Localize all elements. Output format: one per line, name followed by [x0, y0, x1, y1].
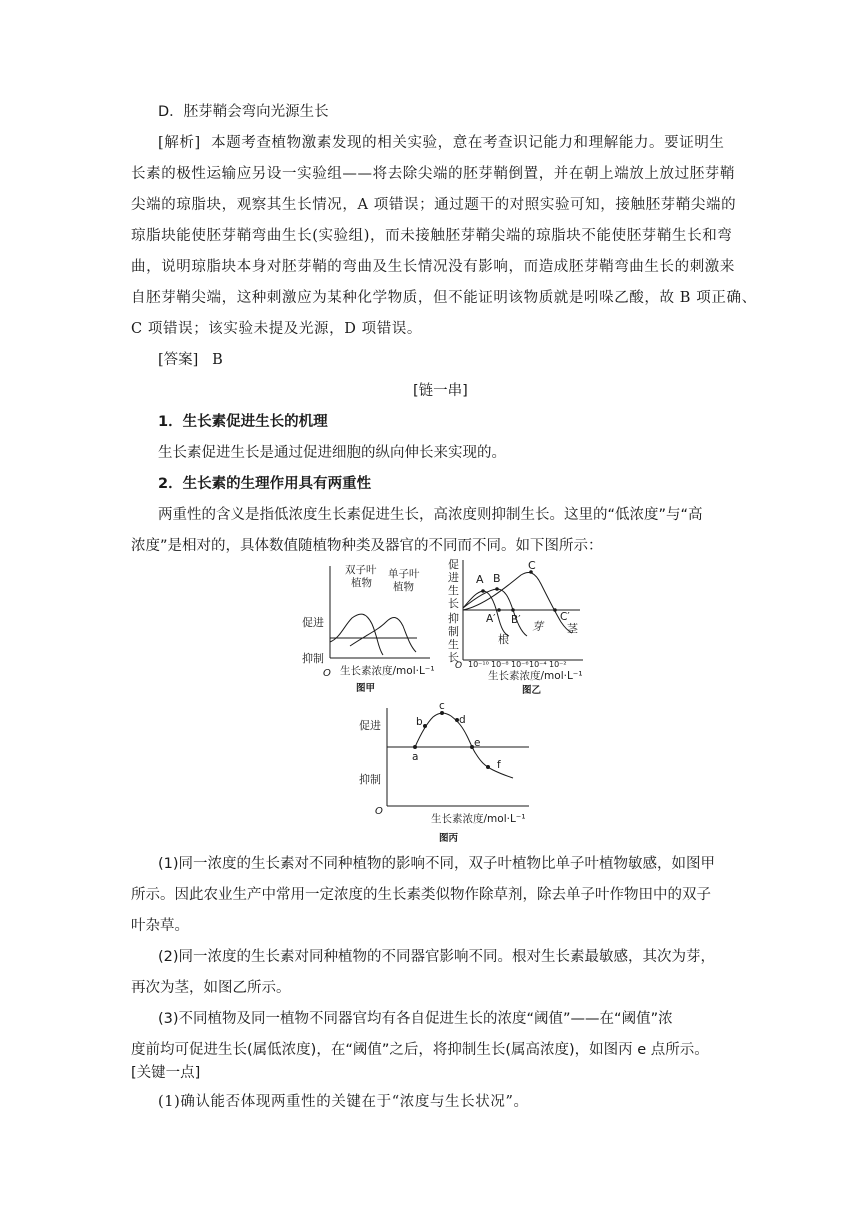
- bing-caption: 图丙: [439, 833, 459, 844]
- yi-inhibit-1: 抑: [448, 612, 459, 625]
- yi-promote-4: 长: [448, 597, 459, 610]
- yi-bud-label: 芽: [532, 620, 543, 633]
- point2-body-1: 两重性的含义是指低浓度生长素促进生长，高浓度则抑制生长。这里的“低浓度”与“高: [158, 507, 703, 523]
- bing-promote-label: 促进: [359, 719, 381, 732]
- yi-point-B: B: [493, 572, 501, 585]
- yi-point-B-prime: B′: [511, 614, 521, 626]
- explanation-1-line-1: (1)同一浓度的生长素对不同种植物的影响不同，双子叶植物比单子叶植物敏感，如图甲: [158, 856, 716, 872]
- explanation-1-line-2: 所示。因此农业生产中常用一定浓度的生长素类似物作除草剂，除去单子叶作物田中的双子: [131, 887, 711, 903]
- jia-inhibit-label: 抑制: [302, 652, 324, 665]
- yi-point-A-prime: A′: [486, 613, 496, 625]
- jia-dicot-label-2: 植物: [351, 577, 372, 589]
- point1-body: 生长素促进生长是通过促进细胞的纵向伸长来实现的。: [158, 445, 506, 461]
- option-d: D．胚芽鞘会弯向光源生长: [158, 104, 329, 120]
- point2-title: 2．生长素的生理作用具有两重性: [158, 476, 372, 492]
- yi-inhibit-2: 制: [448, 625, 459, 638]
- explanation-3-line-2: 度前均可促进生长(属低浓度)，在“阈值”之后，将抑制生长(属高浓度)，如图丙 e 点所示。: [131, 1042, 709, 1058]
- bing-point-c: c: [439, 700, 445, 712]
- jia-x-axis-label: 生长素浓度/mol·L⁻¹: [340, 665, 435, 677]
- bing-point-d: d: [459, 714, 466, 726]
- bing-point-e: e: [474, 737, 481, 749]
- point2-body-2: 浓度”是相对的，具体数值随植物种类及器官的不同而不同。如下图所示：: [131, 538, 603, 554]
- jia-caption: 图甲: [356, 683, 376, 694]
- yi-caption: 图乙: [522, 685, 542, 696]
- yi-tick-5: 10⁻²: [549, 660, 567, 669]
- analysis-text-1: 本题考查植物激素发现的相关实验，意在考查识记能力和理解能力。要证明生: [211, 135, 725, 151]
- analysis-line-3: 尖端的琼脂块，观察其生长情况，A 项错误；通过题干的对照实验可知，接触胚芽鞘尖端的: [131, 197, 737, 213]
- figure-jia: [290, 558, 440, 698]
- yi-point-C: C: [528, 559, 536, 572]
- bing-x-axis-label: 生长素浓度/mol·L⁻¹: [431, 813, 526, 825]
- analysis-line-5: 曲，说明琼脂块本身对胚芽鞘的弯曲及生长情况没有影响，而造成胚芽鞘弯曲生长的刺激来: [131, 259, 735, 275]
- yi-root-label: 根: [498, 633, 509, 646]
- key-point-line-1: (1)确认能否体现两重性的关键在于“浓度与生长状况”。: [158, 1094, 529, 1110]
- yi-promote-2: 进: [448, 571, 459, 584]
- jia-monocot-label-1: 单子叶: [388, 568, 420, 580]
- bing-inhibit-label: 抑制: [359, 773, 381, 786]
- answer-line: [158, 351, 223, 369]
- jia-monocot-label-2: 植物: [393, 581, 414, 593]
- yi-point-C-prime: C′: [560, 611, 570, 623]
- jia-promote-label: 促进: [302, 616, 324, 629]
- yi-promote-1: 促: [448, 558, 459, 571]
- bing-point-b: b: [416, 716, 423, 728]
- explanation-2-line-1: (2)同一浓度的生长素对同种植物的不同器官影响不同。根对生长素最敏感，其次为芽，: [158, 949, 716, 965]
- explanation-1-line-3: 叶杂草。: [131, 918, 189, 934]
- point1-title: 1．生长素促进生长的机理: [158, 414, 328, 430]
- yi-tick-1: 10⁻¹⁰: [468, 660, 489, 669]
- explanation-2-line-2: 再次为茎，如图乙所示。: [131, 980, 291, 996]
- answer-tag: [答案]: [158, 352, 199, 368]
- bing-origin: O: [375, 806, 383, 817]
- yi-tick-3: 10⁻⁶: [511, 660, 529, 669]
- analysis-line-7: C 项错误；该实验未提及光源，D 项错误。: [131, 321, 423, 337]
- yi-origin: O: [455, 661, 463, 671]
- figure-yi: [443, 558, 598, 698]
- yi-inhibit-3: 生: [448, 638, 459, 651]
- jia-origin: O: [323, 668, 331, 679]
- yi-inhibit-4: 长: [448, 651, 459, 664]
- analysis-line-6: 自胚芽鞘尖端，这种刺激应为某种化学物质，但不能证明该物质就是吲哚乙酸，故 B 项正确、: [131, 290, 757, 306]
- yi-tick-2: 10⁻⁸: [491, 660, 509, 669]
- yi-point-A: A: [476, 573, 484, 586]
- bing-point-a: a: [412, 751, 419, 763]
- jia-dicot-label-1: 双子叶: [345, 564, 377, 576]
- section-title: [链一串]: [413, 383, 468, 399]
- yi-stem-label: 茎: [567, 622, 578, 635]
- figure-bing: [355, 698, 540, 846]
- key-point-tag: [关键一点]: [131, 1065, 201, 1081]
- explanation-3-line-1: (3)不同植物及同一植物不同器官均有各自促进生长的浓度“阈值”——在“阈值”浓: [158, 1011, 673, 1027]
- analysis-line-2: 长素的极性运输应另设一实验组——将去除尖端的胚芽鞘倒置，并在朝上端放上放过胚芽鞘: [131, 166, 735, 182]
- yi-promote-3: 生: [448, 584, 459, 597]
- analysis-line-1: [158, 134, 725, 152]
- analysis-line-4: 琼脂块能使胚芽鞘弯曲生长(实验组)，而未接触胚芽鞘尖端的琼脂块不能使胚芽鞘生长和弯: [131, 228, 733, 244]
- yi-x-axis-label: 生长素浓度/mol·L⁻¹: [488, 670, 583, 682]
- bing-point-f: f: [497, 759, 501, 771]
- yi-tick-4: 10⁻⁴: [529, 660, 547, 669]
- answer-value: B: [212, 352, 223, 368]
- analysis-tag: [解析]: [158, 135, 201, 151]
